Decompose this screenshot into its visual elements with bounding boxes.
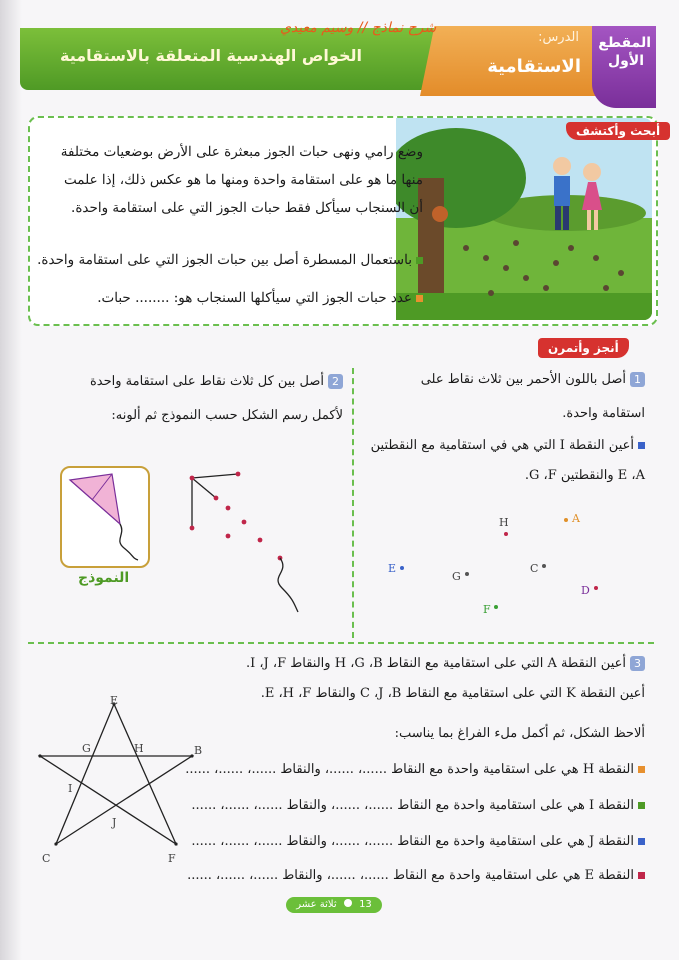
star-label-i: I: [68, 782, 73, 795]
ex1-text-1: أصل باللون الأحمر بين ثلاث نقاط على: [420, 372, 626, 387]
fill-4-text: النقطة E هي على استقامية واحدة مع النقاط ......، ......، والنقاط ......، ......، ......: [187, 868, 634, 883]
section-divider-vertical: [352, 368, 354, 638]
ex1-line-4: E ،A والنقطتين G ،F.: [524, 468, 645, 483]
point-label-g: G: [452, 570, 461, 583]
watermark: شرح نماذج // وسيم معيدي: [280, 20, 437, 36]
task-1-text: باستعمال المسطرة أصل بين حبات الجوز التي على استقامة واحدة.: [37, 252, 412, 268]
fill-1-text: النقطة H هي على استقامية واحدة مع النقاط ......، ......، والنقاط ......، ......، ......: [185, 762, 634, 777]
ex3-text-1: أعين النقطة A التي على استقامية مع النقاط H ،G ،B والنقاط I ،J ،F.: [245, 656, 626, 671]
discover-badge: أبحث وأكتشف: [566, 122, 670, 140]
unit-label: المقطع الأول: [598, 35, 651, 69]
point-f-dot: [494, 605, 498, 609]
ex1-number: 1: [630, 372, 645, 387]
park-illustration: [396, 118, 652, 320]
blue-bullet-icon: [638, 838, 645, 845]
ex3-number: 3: [630, 656, 645, 671]
illustration-scene: [396, 118, 652, 320]
fill-3-text: النقطة J هي على استقامية واحدة مع النقاط ......، ......، والنقاط ......، ......، ......: [191, 834, 634, 849]
task-2-text: عدد حبات الجوز التي سيأكلها السنجاب هو: ........ حبات.: [97, 290, 412, 306]
star-label-f: F: [168, 852, 176, 865]
star-label-b: B: [194, 744, 203, 757]
ex2-line-2: لأكمل رسم الشكل حسب النموذج ثم ألونه:: [111, 408, 343, 423]
star-label-c: C: [42, 852, 51, 865]
ex3-fill-4: [187, 866, 645, 886]
page-number-badge: [286, 897, 382, 913]
point-a-dot: [564, 518, 568, 522]
point-e-dot: [400, 566, 404, 570]
point-g-dot: [465, 572, 469, 576]
model-label: النموذج: [78, 570, 130, 586]
lesson-title: الاستقامية: [487, 56, 581, 77]
page-title: الخواص الهندسية المتعلقة بالاستقامية: [60, 46, 362, 65]
orange-bullet-icon: [638, 766, 645, 773]
blue-bullet-icon: [638, 442, 645, 449]
ex3-fill-2: [191, 796, 645, 816]
page-number: 13: [359, 899, 372, 910]
ex3-line-1: [246, 654, 645, 674]
point-c-dot: [542, 564, 546, 568]
ex1-line-3: [371, 436, 645, 456]
point-label-e: E: [388, 562, 397, 575]
ex3-fill-1: [185, 760, 645, 780]
green-bullet-icon: [638, 802, 645, 809]
ex3-line-3: ألاحظ الشكل، ثم أكمل ملء الفراغ بما يناسب:: [394, 726, 645, 741]
star-figure: [34, 694, 204, 866]
star-label-e: E: [110, 694, 119, 707]
ex1-line-2: استقامة واحدة.: [562, 406, 645, 421]
point-label-f: F: [483, 603, 491, 616]
lesson-label: الدرس:: [538, 30, 579, 45]
discover-line-3: أن السنجاب سيأكل فقط حبات الجوز التي على استقامة واحدة.: [71, 200, 423, 216]
orange-bullet-icon: [416, 295, 423, 302]
discover-task-1: [37, 250, 423, 270]
discover-line-1: وضع رامي ونهى حبات الجوز مبعثرة على الأرض بوضعيات مختلفة: [60, 144, 423, 160]
model-frame: [60, 466, 150, 568]
kite-model-icon: [62, 468, 148, 566]
ex3-fill-3: [191, 832, 645, 852]
ex2-text-1: أصل بين كل ثلاث نقاط على استقامة واحدة: [89, 374, 324, 389]
circle-icon: [344, 899, 352, 907]
ex2-line-1: [90, 372, 343, 392]
point-label-d: D: [581, 584, 590, 597]
practice-badge: أنجز وأتمرن: [538, 338, 629, 358]
fill-2-text: النقطة I هي على استقامية واحدة مع النقاط ......، ......، والنقاط ......، ......، ......: [191, 798, 634, 813]
section-divider-horizontal: [28, 642, 654, 644]
point-d-dot: [594, 586, 598, 590]
red-bullet-icon: [638, 872, 645, 879]
point-h-dot: [504, 532, 508, 536]
star-label-g: G: [82, 742, 91, 755]
point-label-h: H: [499, 516, 509, 529]
discover-task-2: [97, 288, 423, 308]
binding-shadow: [0, 0, 22, 960]
star-label-h: H: [134, 742, 144, 755]
ex3-line-2: أعين النقطة K التي على استقامية مع النقاط C ،J ،B والنقاط E ،H ،F.: [260, 686, 645, 701]
kite-construction-figure: [170, 464, 320, 624]
green-bullet-icon: [416, 257, 423, 264]
point-label-a: A: [572, 512, 580, 525]
discover-line-2: منها ما هو على استقامة واحدة ومنها ما هو عكس ذلك، إذا علمت: [64, 172, 423, 188]
star-label-j: J: [112, 816, 117, 829]
ex1-line-1: [421, 370, 645, 390]
page-number-word: ثلاثة عشر: [296, 899, 337, 910]
ex1-text-3: أعين النقطة I التي هي في استقامية مع النقطتين: [370, 438, 634, 453]
point-label-c: C: [530, 562, 539, 575]
ex2-number: 2: [328, 374, 343, 389]
